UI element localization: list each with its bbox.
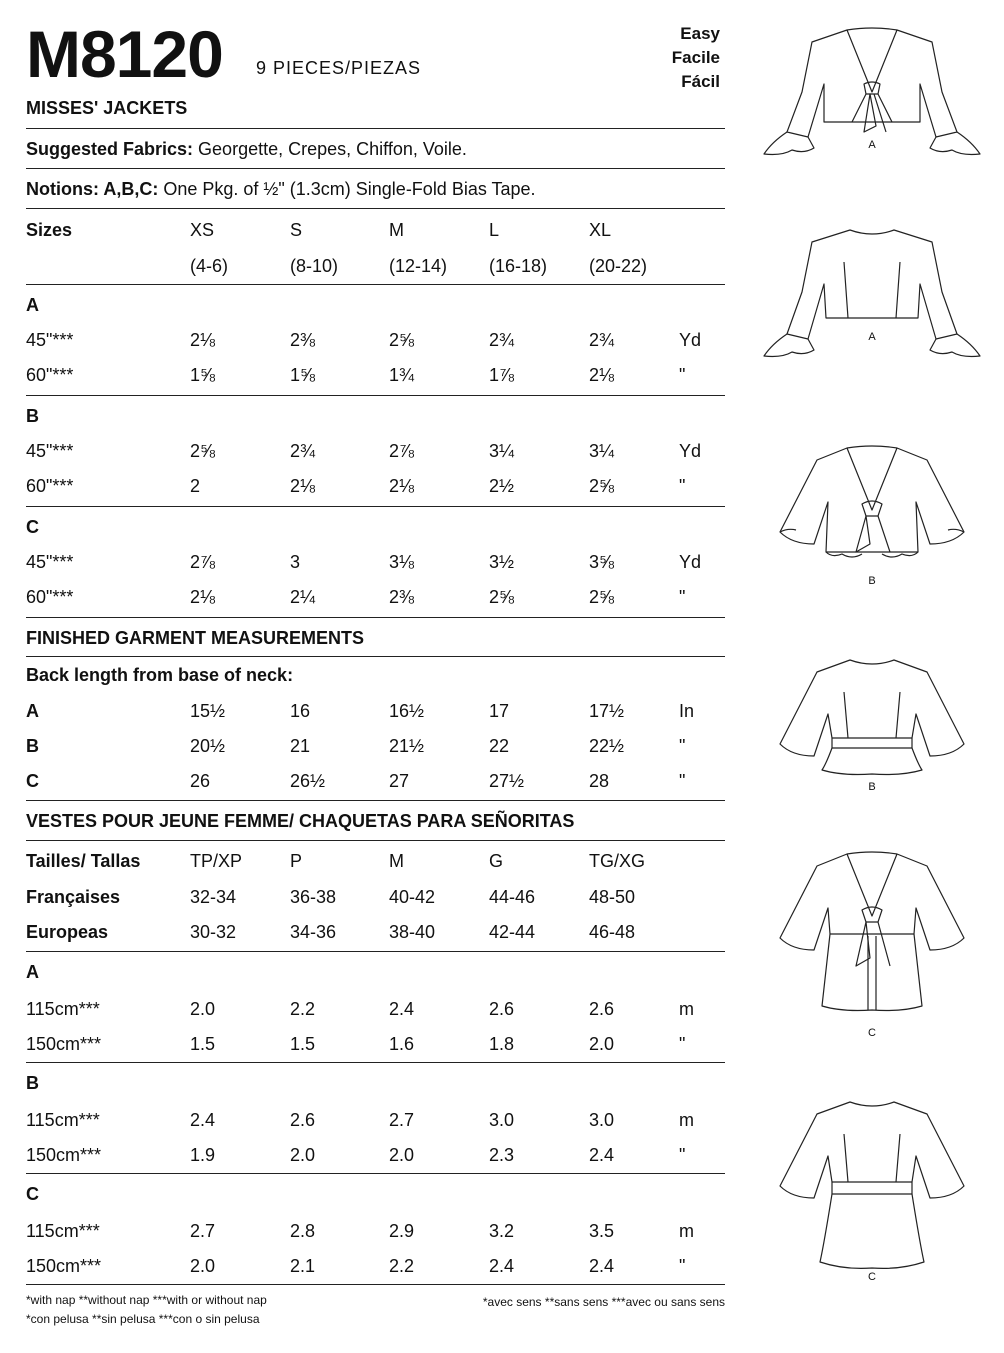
size-range: (8-10) (290, 256, 339, 276)
metric-value: 2.6 (589, 999, 615, 1019)
yardage-value: 2⅛ (389, 476, 415, 496)
measurement-value: 16½ (389, 701, 425, 721)
view-label: B (26, 406, 39, 426)
fabric-width: 60"*** (26, 587, 74, 607)
sketch-label: B (868, 781, 876, 793)
unit-label: " (679, 476, 686, 496)
sketch-view-a-back (752, 222, 992, 382)
difficulty-fr: Facile (671, 48, 720, 67)
size-range: (16-18) (489, 256, 548, 276)
unit-label: Yd (679, 330, 702, 350)
metric-value: 2.4 (190, 1110, 216, 1130)
divider (26, 284, 725, 285)
divider (26, 951, 725, 952)
french-size: 48-50 (589, 887, 636, 907)
yardage-value: 3⅝ (589, 552, 615, 572)
fabric-width: 60"*** (26, 365, 74, 385)
yardage-value: 2 (190, 476, 201, 496)
metric-value: 2.7 (190, 1221, 216, 1241)
metric-size-code: P (290, 851, 303, 871)
yardage-value: 2⅝ (389, 330, 415, 350)
sketch-view-b-back (752, 652, 992, 812)
measurement-value: 17½ (589, 701, 625, 721)
metric-value: 2.0 (589, 1034, 615, 1054)
unit-label: " (679, 587, 686, 607)
metric-value: 2.2 (290, 999, 316, 1019)
metric-value: 2.7 (389, 1110, 415, 1130)
notions-value: One Pkg. of ½" (1.3cm) Single-Fold Bias Tape. (158, 179, 536, 199)
yardage-value: 2⅛ (290, 476, 316, 496)
divider (26, 800, 725, 801)
european-size: 34-36 (290, 922, 337, 942)
divider (26, 1062, 725, 1063)
sketch-label: C (868, 1271, 876, 1283)
sizes-label: Sizes (26, 220, 73, 240)
metric-value: 2.4 (389, 999, 415, 1019)
yardage-value: 2¼ (290, 587, 316, 607)
divider (26, 395, 725, 396)
unit-label: In (679, 701, 695, 721)
yardage-value: 2⅛ (589, 365, 615, 385)
metric-value: 3.0 (489, 1110, 515, 1130)
size-range: (20-22) (589, 256, 648, 276)
divider (26, 168, 725, 169)
metric-value: 2.4 (589, 1256, 615, 1276)
metric-value: 3.2 (489, 1221, 515, 1241)
sketch-label: B (868, 575, 876, 587)
european-size: 42-44 (489, 922, 536, 942)
pieces-count: 9 PIECES/PIEZAS (256, 58, 422, 78)
notions (26, 178, 536, 200)
footnote-french: *avec sens **sans sens ***avec ou sans sens (482, 1295, 725, 1309)
metric-value: 2.6 (290, 1110, 316, 1130)
yardage-value: 2⅛ (190, 587, 216, 607)
yardage-value: 3¼ (589, 441, 615, 461)
sketch-label: C (868, 1027, 876, 1039)
yardage-value: 1¾ (389, 365, 415, 385)
yardage-value: 2⅜ (389, 587, 415, 607)
yardage-value: 1⅝ (190, 365, 216, 385)
metric-value: 3.5 (589, 1221, 615, 1241)
european-size: 38-40 (389, 922, 436, 942)
divider (26, 840, 725, 841)
yardage-value: 3½ (489, 552, 515, 572)
metric-value: 2.0 (290, 1145, 316, 1165)
yardage-value: 2¾ (489, 330, 515, 350)
french-size: 40-42 (389, 887, 436, 907)
fabric-width: 45"*** (26, 441, 74, 461)
difficulty-es: Fácil (681, 72, 720, 91)
sketch-view-b-front (752, 440, 992, 600)
view-label: A (26, 295, 39, 315)
measurement-value: 27 (389, 771, 410, 791)
metric-size-code: TG/XG (589, 851, 646, 871)
measurement-value: 21½ (389, 736, 425, 756)
fabrics-label: Suggested Fabrics: (26, 139, 194, 159)
view-label: C (26, 1184, 39, 1204)
yardage-value: 1⅝ (290, 365, 316, 385)
size-range: (4-6) (190, 256, 229, 276)
yardage-value: 3⅛ (389, 552, 415, 572)
yardage-value: 2⅝ (589, 476, 615, 496)
measurement-value: 21 (290, 736, 311, 756)
divider (26, 506, 725, 507)
unit-label: " (679, 1256, 686, 1276)
divider (26, 1173, 725, 1174)
unit-label: " (679, 771, 686, 791)
yardage-value: 3¼ (489, 441, 515, 461)
measurement-value: 26 (190, 771, 211, 791)
fabric-width: 115cm*** (26, 999, 100, 1019)
metric-value: 2.0 (389, 1145, 415, 1165)
footnote-spanish: *con pelusa **sin pelusa ***con o sin pelusa (26, 1312, 260, 1326)
metric-section-title: VESTES POUR JEUNE FEMME/ CHAQUETAS PARA SEÑORITAS (26, 811, 575, 831)
european-size: 46-48 (589, 922, 636, 942)
size-code: XS (190, 220, 215, 240)
unit-label: " (679, 1034, 686, 1054)
jacket-c-back-drawing (752, 1094, 992, 1274)
yardage-value: 2⅝ (190, 441, 216, 461)
yardage-value: 2⅜ (290, 330, 316, 350)
view-label: C (26, 771, 39, 791)
measurement-value: 27½ (489, 771, 525, 791)
measurement-value: 16 (290, 701, 311, 721)
sketch-label: A (868, 139, 876, 151)
unit-label: m (679, 999, 694, 1019)
sketch-view-c-back (752, 1094, 992, 1294)
francaises-label: Françaises (26, 887, 121, 907)
yardage-value: 2⅞ (190, 552, 216, 572)
metric-sizes-label: Tailles/ Tallas (26, 851, 141, 871)
metric-value: 2.8 (290, 1221, 316, 1241)
fabrics-value: Georgette, Crepes, Chiffon, Voile. (193, 139, 467, 159)
french-size: 44-46 (489, 887, 536, 907)
yardage-value: 2⅞ (389, 441, 415, 461)
pattern-title: MISSES' JACKETS (26, 98, 188, 118)
metric-value: 2.4 (589, 1145, 615, 1165)
measurement-value: 20½ (190, 736, 226, 756)
measurement-value: 15½ (190, 701, 226, 721)
metric-size-code: M (389, 851, 404, 871)
suggested-fabrics (26, 138, 467, 160)
yardage-value: 2⅛ (190, 330, 216, 350)
size-range: (12-14) (389, 256, 448, 276)
difficulty-levels (640, 22, 720, 94)
pattern-number: M8120 (26, 17, 223, 91)
french-size: 36-38 (290, 887, 337, 907)
view-label: B (26, 1073, 39, 1093)
jacket-c-front-drawing (752, 846, 992, 1026)
metric-size-code: TP/XP (190, 851, 243, 871)
metric-value: 2.3 (489, 1145, 515, 1165)
metric-value: 1.5 (190, 1034, 216, 1054)
metric-value: 2.2 (389, 1256, 415, 1276)
divider (26, 656, 725, 657)
notions-label: Notions: A,B,C: (26, 179, 159, 199)
fabric-width: 115cm*** (26, 1110, 100, 1130)
unit-label: Yd (679, 441, 702, 461)
view-label: A (26, 701, 39, 721)
fabric-width: 60"*** (26, 476, 74, 496)
unit-label: m (679, 1221, 694, 1241)
back-length-label: Back length from base of neck: (26, 665, 294, 685)
size-code: XL (589, 220, 612, 240)
metric-value: 2.0 (190, 1256, 216, 1276)
metric-value: 2.4 (489, 1256, 515, 1276)
fabric-width: 45"*** (26, 552, 74, 572)
unit-label: " (679, 1145, 686, 1165)
fabric-width: 150cm*** (26, 1256, 102, 1276)
metric-value: 2.9 (389, 1221, 415, 1241)
size-code: L (489, 220, 500, 240)
unit-label: Yd (679, 552, 702, 572)
unit-label: m (679, 1110, 694, 1130)
yardage-value: 2¾ (589, 330, 615, 350)
jacket-b-back-drawing (752, 652, 992, 792)
footnote-english: *with nap **without nap ***with or without nap (26, 1293, 267, 1307)
unit-label: " (679, 365, 686, 385)
difficulty-en: Easy (680, 24, 720, 43)
metric-value: 1.6 (389, 1034, 415, 1054)
metric-value: 1.8 (489, 1034, 515, 1054)
jacket-b-front-drawing (752, 440, 992, 580)
fabric-width: 150cm*** (26, 1034, 102, 1054)
divider (26, 128, 725, 129)
size-code: M (389, 220, 404, 240)
sketch-label: A (868, 331, 876, 343)
measurement-value: 26½ (290, 771, 326, 791)
european-size: 30-32 (190, 922, 237, 942)
view-label: B (26, 736, 39, 756)
size-code: S (290, 220, 303, 240)
measurement-value: 28 (589, 771, 610, 791)
metric-value: 2.6 (489, 999, 515, 1019)
yardage-value: 1⅞ (489, 365, 515, 385)
europeas-label: Europeas (26, 922, 109, 942)
yardage-value: 2¾ (290, 441, 316, 461)
unit-label: " (679, 736, 686, 756)
metric-value: 2.0 (190, 999, 216, 1019)
yardage-value: 2⅝ (589, 587, 615, 607)
metric-value: 1.9 (190, 1145, 216, 1165)
view-label: A (26, 962, 39, 982)
metric-value: 3.0 (589, 1110, 615, 1130)
fabric-width: 150cm*** (26, 1145, 102, 1165)
finished-measurements-title: FINISHED GARMENT MEASUREMENTS (26, 628, 365, 648)
divider (26, 1284, 725, 1285)
sketch-view-c-front (752, 846, 992, 1046)
metric-size-code: G (489, 851, 504, 871)
yardage-value: 3 (290, 552, 301, 572)
measurement-value: 22 (489, 736, 510, 756)
yardage-value: 2⅝ (489, 587, 515, 607)
fabric-width: 45"*** (26, 330, 74, 350)
sketch-view-a-front (752, 22, 992, 182)
divider (26, 208, 725, 209)
metric-value: 2.1 (290, 1256, 316, 1276)
measurement-value: 22½ (589, 736, 625, 756)
measurement-value: 17 (489, 701, 510, 721)
view-label: C (26, 517, 39, 537)
divider (26, 617, 725, 618)
french-size: 32-34 (190, 887, 237, 907)
fabric-width: 115cm*** (26, 1221, 100, 1241)
metric-value: 1.5 (290, 1034, 316, 1054)
yardage-value: 2½ (489, 476, 515, 496)
